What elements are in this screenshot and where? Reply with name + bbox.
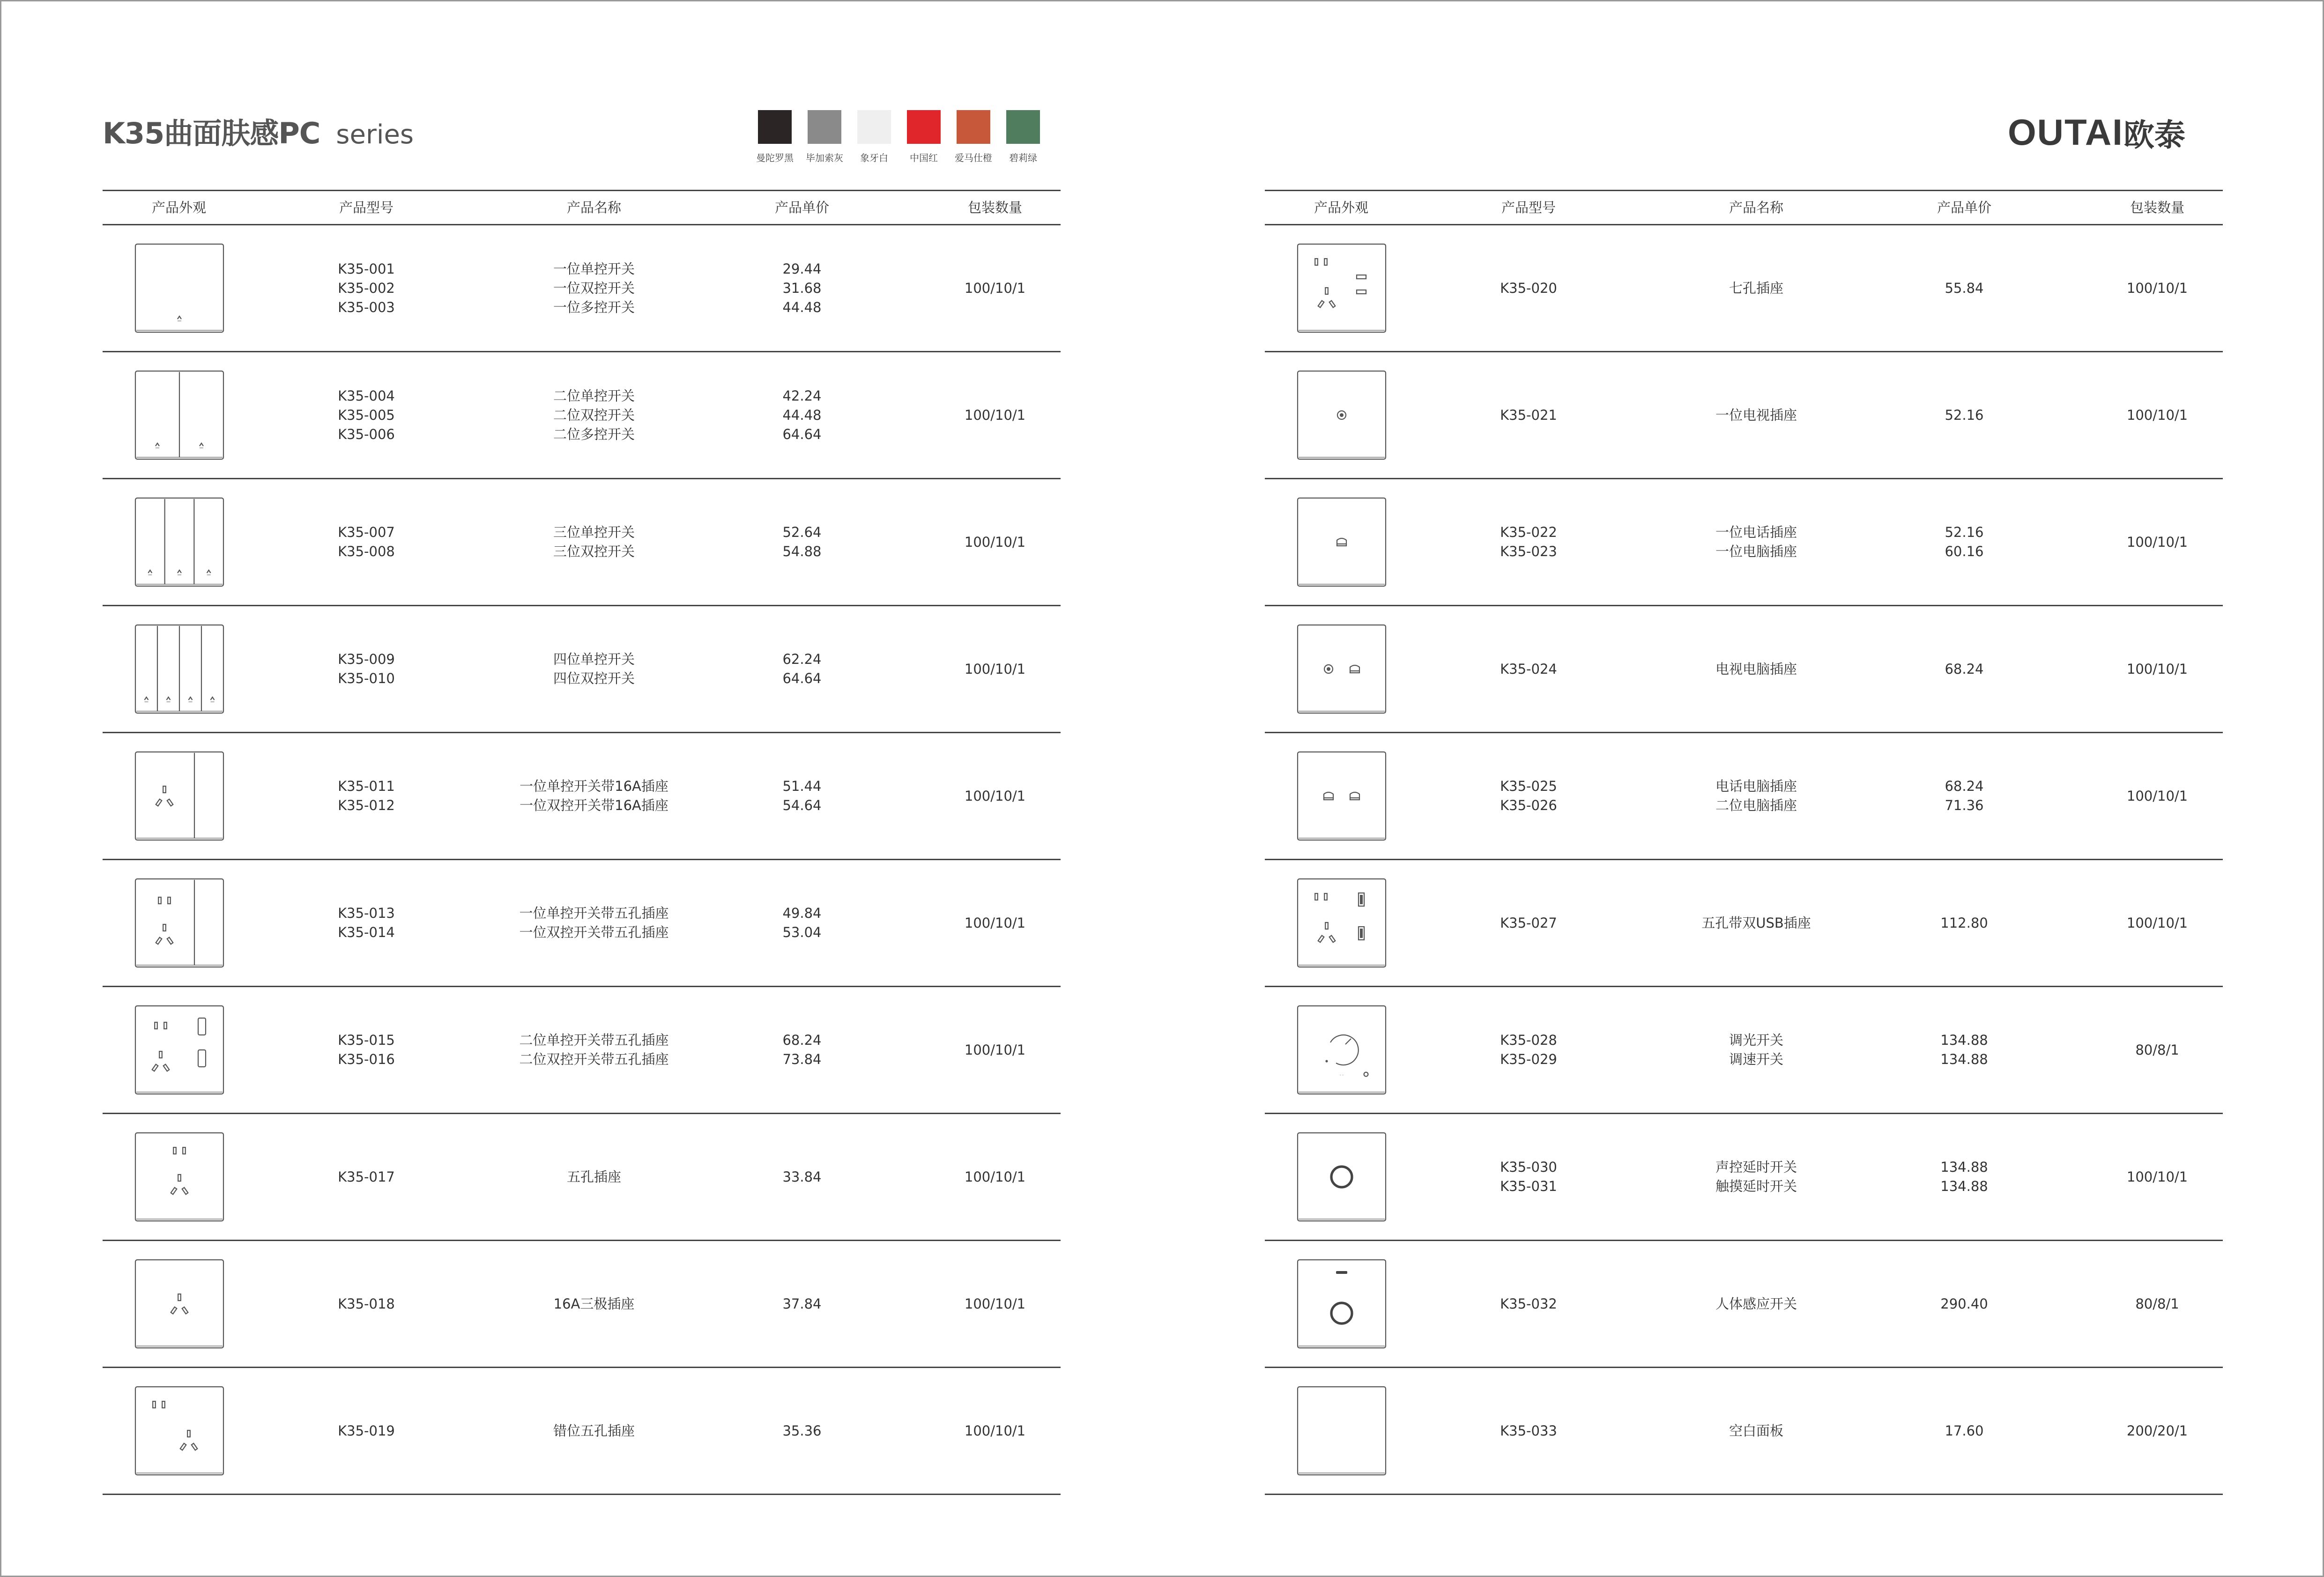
unit-price: 35.36	[782, 1422, 822, 1439]
pack-quantity: 80/8/1	[2135, 1295, 2179, 1312]
product-table-right	[1265, 190, 2223, 1495]
unit-price: 52.64	[782, 524, 822, 540]
color-chip	[907, 110, 941, 144]
color-name: 中国红	[910, 152, 938, 164]
col-appearance: 产品外观	[151, 200, 207, 216]
unit-price: 55.84	[1945, 280, 1984, 296]
product-row	[1265, 1368, 2223, 1495]
color-name: 象牙白	[860, 152, 888, 164]
model-number: K35-030	[1500, 1159, 1557, 1175]
product-row	[103, 733, 1061, 860]
product-row	[1265, 606, 2223, 733]
color-chip	[857, 110, 891, 144]
product-name-cell	[1715, 479, 1797, 605]
product-name: 二位双控开关带五孔插座	[519, 1051, 669, 1067]
product-name-cell	[520, 733, 668, 859]
product-row	[103, 1368, 1061, 1495]
pack-quantity: 100/10/1	[2126, 407, 2188, 423]
pack-quantity-cell	[965, 606, 1025, 732]
phone-data-socket-icon	[1297, 497, 1387, 587]
pack-quantity-cell	[965, 1368, 1025, 1494]
pack-quantity-cell	[2127, 352, 2188, 478]
unit-price-cell	[1945, 225, 1983, 351]
product-name-cell	[1715, 606, 1797, 732]
unit-price: 62.24	[782, 651, 822, 667]
product-name-cell	[553, 479, 635, 605]
unit-price: 17.60	[1945, 1422, 1984, 1439]
unit-price-cell	[782, 987, 821, 1113]
model-number: K35-008	[338, 543, 395, 559]
product-name: 一位双控开关	[553, 280, 635, 296]
product-name: 二位单控开关	[553, 387, 635, 404]
unit-price-cell	[782, 733, 821, 859]
dimmer-knob-icon	[1297, 1005, 1387, 1095]
unit-price: 134.88	[1940, 1051, 1988, 1067]
logo-latin: OUTAI	[2008, 111, 2124, 153]
pack-quantity-cell	[965, 987, 1025, 1113]
unit-price-cell	[1940, 987, 1988, 1113]
svg-text:- -: - -	[1339, 1073, 1344, 1077]
unit-price-cell	[782, 479, 821, 605]
model-number-cell	[338, 606, 395, 732]
model-number-cell	[338, 860, 395, 986]
model-number-cell	[338, 352, 395, 478]
pack-quantity: 100/10/1	[2126, 915, 2188, 931]
model-number: K35-004	[338, 387, 395, 404]
seven-hole-socket-icon	[1297, 243, 1387, 333]
unit-price: 134.88	[1940, 1178, 1988, 1194]
pack-quantity: 100/10/1	[2126, 534, 2188, 550]
pack-quantity: 80/8/1	[2135, 1041, 2179, 1058]
product-name: 一位单控开关	[553, 260, 635, 277]
color-chip	[1006, 110, 1040, 144]
unit-price: 53.04	[782, 924, 822, 940]
unit-price: 37.84	[782, 1295, 822, 1312]
model-number: K35-033	[1500, 1422, 1557, 1439]
product-name: 四位双控开关	[553, 670, 635, 686]
five-hole-dual-usb-socket-icon	[1297, 878, 1387, 968]
blank-panel-icon	[1297, 1386, 1387, 1476]
motion-sensor-switch-icon	[1297, 1259, 1387, 1349]
product-name: 电视电脑插座	[1715, 661, 1797, 677]
unit-price: 134.88	[1940, 1159, 1988, 1175]
pack-quantity-cell	[965, 352, 1025, 478]
unit-price-cell	[1945, 733, 1983, 859]
pack-quantity: 100/10/1	[964, 1041, 1026, 1058]
unit-price: 54.64	[782, 797, 822, 813]
model-number: K35-027	[1500, 915, 1557, 931]
offset-five-hole-socket-icon	[134, 1386, 224, 1476]
unit-price: 54.88	[782, 543, 822, 559]
col-quantity: 包装数量	[967, 200, 1023, 216]
product-name-cell	[553, 225, 635, 351]
switch-4-gang-icon	[134, 624, 224, 714]
color-swatch	[750, 110, 800, 164]
product-name: 调光开关	[1729, 1032, 1784, 1048]
model-number-cell	[1500, 479, 1557, 605]
product-name: 一位电话插座	[1715, 524, 1797, 540]
product-row	[103, 860, 1061, 987]
model-number: K35-012	[338, 797, 395, 813]
model-number-cell	[338, 987, 395, 1113]
color-name: 曼陀罗黑	[756, 152, 794, 164]
unit-price: 29.44	[782, 260, 822, 277]
col-appearance: 产品外观	[1314, 200, 1369, 216]
model-number-cell	[338, 1114, 395, 1240]
unit-price: 52.16	[1945, 407, 1984, 423]
pack-quantity-cell	[2127, 225, 2188, 351]
product-name: 三位双控开关	[553, 543, 635, 559]
product-name-cell	[553, 1368, 635, 1494]
model-number: K35-020	[1500, 280, 1557, 296]
model-number: K35-025	[1500, 778, 1557, 794]
pack-quantity: 100/10/1	[964, 1422, 1026, 1439]
pack-quantity-cell	[2127, 860, 2188, 986]
product-name: 一位多控开关	[553, 299, 635, 315]
product-name-cell	[567, 1114, 621, 1240]
model-number-cell	[1500, 606, 1557, 732]
model-number: K35-003	[338, 299, 395, 315]
unit-price: 44.48	[782, 299, 822, 315]
product-name: 一位双控开关带16A插座	[520, 797, 668, 813]
unit-price: 68.24	[782, 1032, 822, 1048]
model-number: K35-001	[338, 260, 395, 277]
product-name: 四位单控开关	[553, 651, 635, 667]
pack-quantity: 100/10/1	[964, 1295, 1026, 1312]
product-name-cell	[1729, 225, 1783, 351]
unit-price: 42.24	[782, 387, 822, 404]
model-number: K35-011	[338, 778, 395, 794]
unit-price: 31.68	[782, 280, 822, 296]
unit-price-cell	[1945, 1368, 1983, 1494]
model-number-cell	[338, 733, 395, 859]
switch-16a-socket-icon	[134, 751, 224, 841]
unit-price: 73.84	[782, 1051, 822, 1067]
unit-price: 71.36	[1945, 797, 1984, 813]
unit-price: 64.64	[782, 426, 822, 442]
pack-quantity-cell	[2127, 479, 2188, 605]
color-swatch	[849, 110, 899, 164]
color-name: 碧莉绿	[1009, 152, 1037, 164]
product-name: 二位双控开关	[553, 407, 635, 423]
model-number: K35-022	[1500, 524, 1557, 540]
product-name: 电话电脑插座	[1715, 778, 1797, 794]
product-name: 16A三极插座	[553, 1295, 635, 1312]
product-row	[1265, 225, 2223, 352]
unit-price: 68.24	[1945, 661, 1984, 677]
product-name-cell	[1715, 352, 1797, 478]
16a-three-pin-socket-icon	[134, 1259, 224, 1349]
product-name-cell	[519, 987, 668, 1113]
unit-price-cell	[1945, 479, 1983, 605]
pack-quantity-cell	[965, 1241, 1025, 1367]
product-row	[103, 606, 1061, 733]
model-number-cell	[1500, 1368, 1557, 1494]
tv-data-socket-icon	[1297, 624, 1387, 714]
product-name-cell	[554, 1241, 635, 1367]
unit-price-cell	[782, 225, 821, 351]
unit-price-cell	[1940, 1114, 1988, 1240]
product-name-cell	[1715, 733, 1797, 859]
model-number: K35-006	[338, 426, 395, 442]
product-name: 一位单控开关带16A插座	[520, 778, 668, 794]
unit-price: 60.16	[1945, 543, 1984, 559]
color-chip	[758, 110, 792, 144]
unit-price: 290.40	[1940, 1295, 1988, 1312]
product-row	[1265, 733, 2223, 860]
unit-price-cell	[782, 860, 821, 986]
product-row	[1265, 1114, 2223, 1241]
product-name: 一位电视插座	[1715, 407, 1797, 423]
col-name: 产品名称	[566, 200, 622, 216]
five-hole-socket-icon	[134, 1132, 224, 1222]
product-name: 七孔插座	[1729, 280, 1784, 296]
model-number-cell	[1500, 860, 1557, 986]
pack-quantity-cell	[965, 860, 1025, 986]
product-name: 二位多控开关	[553, 426, 635, 442]
product-name-cell	[1715, 1114, 1797, 1240]
model-number: K35-031	[1500, 1178, 1557, 1194]
model-number: K35-015	[338, 1032, 395, 1048]
unit-price-cell	[1945, 606, 1983, 732]
product-row	[1265, 987, 2223, 1114]
pack-quantity: 200/20/1	[2126, 1422, 2188, 1439]
product-row	[103, 987, 1061, 1114]
color-swatch	[998, 110, 1048, 164]
pack-quantity-cell	[2135, 1241, 2179, 1367]
product-row	[1265, 352, 2223, 479]
model-number-cell	[338, 1241, 395, 1367]
product-name: 触摸延时开关	[1715, 1178, 1797, 1194]
model-number-cell	[1500, 733, 1557, 859]
color-swatches	[750, 110, 1048, 164]
color-swatch	[949, 110, 998, 164]
product-row	[103, 352, 1061, 479]
pack-quantity: 100/10/1	[2126, 1168, 2188, 1185]
model-number: K35-002	[338, 280, 395, 296]
pack-quantity: 100/10/1	[2126, 661, 2188, 677]
model-number: K35-018	[338, 1295, 395, 1312]
color-swatch	[800, 110, 849, 164]
table-header	[103, 190, 1061, 225]
pack-quantity: 100/10/1	[2126, 788, 2188, 804]
double-data-socket-icon	[1297, 751, 1387, 841]
product-table-left	[103, 190, 1061, 1495]
product-name: 五孔带双USB插座	[1701, 915, 1811, 931]
model-number: K35-009	[338, 651, 395, 667]
col-name: 产品名称	[1729, 200, 1784, 216]
model-number-cell	[338, 479, 395, 605]
model-number-cell	[338, 225, 395, 351]
product-name-cell	[519, 860, 668, 986]
product-name-cell	[553, 606, 635, 732]
model-number-cell	[1500, 225, 1557, 351]
unit-price: 64.64	[782, 670, 822, 686]
product-name: 人体感应开关	[1715, 1295, 1797, 1312]
product-row	[1265, 860, 2223, 987]
pack-quantity-cell	[965, 1114, 1025, 1240]
product-name-cell	[1701, 860, 1811, 986]
model-number-cell	[1500, 352, 1557, 478]
product-name: 错位五孔插座	[553, 1422, 635, 1439]
model-number: K35-026	[1500, 797, 1557, 813]
pack-quantity-cell	[2127, 1114, 2188, 1240]
switch-1-gang-icon	[134, 243, 224, 333]
pack-quantity-cell	[2127, 606, 2188, 732]
pack-quantity-cell	[965, 479, 1025, 605]
model-number: K35-016	[338, 1051, 395, 1067]
product-name: 三位单控开关	[553, 524, 635, 540]
model-number: K35-028	[1500, 1032, 1557, 1048]
pack-quantity-cell	[965, 225, 1025, 351]
model-number-cell	[1500, 1241, 1557, 1367]
product-name: 空白面板	[1729, 1422, 1784, 1439]
color-name: 爱马仕橙	[955, 152, 992, 164]
model-number: K35-029	[1500, 1051, 1557, 1067]
col-model: 产品型号	[339, 200, 394, 216]
product-row	[1265, 1241, 2223, 1368]
model-number: K35-010	[338, 670, 395, 686]
product-row	[103, 225, 1061, 352]
model-number: K35-005	[338, 407, 395, 423]
series-title: K35曲面肤感PC	[103, 116, 320, 150]
unit-price-cell	[782, 606, 821, 732]
unit-price-cell	[782, 1114, 821, 1240]
product-name: 一位单控开关带五孔插座	[519, 905, 669, 921]
catalog-title	[103, 110, 414, 152]
model-number: K35-032	[1500, 1295, 1557, 1312]
switch-2-gang-icon	[134, 370, 224, 460]
unit-price: 52.16	[1945, 524, 1984, 540]
pack-quantity: 100/10/1	[964, 788, 1026, 804]
unit-price: 49.84	[782, 905, 822, 921]
color-chip	[808, 110, 841, 144]
model-number: K35-013	[338, 905, 395, 921]
double-switch-five-hole-socket-icon	[134, 1005, 224, 1095]
pack-quantity: 100/10/1	[964, 534, 1026, 550]
product-name-cell	[1715, 1241, 1797, 1367]
product-name-cell	[1729, 987, 1783, 1113]
color-chip	[957, 110, 990, 144]
pack-quantity: 100/10/1	[964, 1168, 1026, 1185]
product-row	[103, 1114, 1061, 1241]
unit-price: 68.24	[1945, 778, 1984, 794]
unit-price-cell	[1940, 1241, 1988, 1367]
model-number: K35-024	[1500, 661, 1557, 677]
pack-quantity-cell	[2127, 1368, 2188, 1494]
product-row	[1265, 479, 2223, 606]
unit-price: 51.44	[782, 778, 822, 794]
unit-price-cell	[782, 1368, 821, 1494]
switch-five-hole-socket-icon	[134, 878, 224, 968]
pack-quantity: 100/10/1	[964, 407, 1026, 423]
model-number: K35-021	[1500, 407, 1557, 423]
product-name-cell	[553, 352, 635, 478]
unit-price-cell	[1945, 352, 1983, 478]
product-name: 二位单控开关带五孔插座	[519, 1032, 669, 1048]
product-name: 二位电脑插座	[1715, 797, 1797, 813]
model-number: K35-019	[338, 1422, 395, 1439]
pack-quantity: 100/10/1	[964, 280, 1026, 296]
delay-switch-ring-icon	[1297, 1132, 1387, 1222]
product-row	[103, 479, 1061, 606]
tv-socket-icon	[1297, 370, 1387, 460]
color-name: 毕加索灰	[806, 152, 843, 164]
product-name: 声控延时开关	[1715, 1159, 1797, 1175]
pack-quantity-cell	[2127, 733, 2188, 859]
col-price: 产品单价	[774, 200, 830, 216]
model-number-cell	[1500, 987, 1557, 1113]
unit-price-cell	[782, 352, 821, 478]
product-name: 五孔插座	[566, 1168, 622, 1185]
pack-quantity: 100/10/1	[2126, 280, 2188, 296]
product-name: 一位双控开关带五孔插座	[519, 924, 669, 940]
model-number: K35-007	[338, 524, 395, 540]
pack-quantity: 100/10/1	[964, 661, 1026, 677]
unit-price: 33.84	[782, 1168, 822, 1185]
unit-price: 44.48	[782, 407, 822, 423]
unit-price: 112.80	[1940, 915, 1988, 931]
col-quantity: 包装数量	[2130, 200, 2185, 216]
pack-quantity-cell	[965, 733, 1025, 859]
col-model: 产品型号	[1501, 200, 1556, 216]
switch-3-gang-icon	[134, 497, 224, 587]
col-price: 产品单价	[1937, 200, 1992, 216]
product-name: 调速开关	[1729, 1051, 1784, 1067]
product-name-cell	[1729, 1368, 1783, 1494]
model-number: K35-017	[338, 1168, 395, 1185]
product-row	[103, 1241, 1061, 1368]
logo-cjk: 欧泰	[2123, 117, 2185, 153]
pack-quantity-cell	[2135, 987, 2179, 1113]
color-swatch	[899, 110, 949, 164]
unit-price-cell	[1940, 860, 1988, 986]
table-header	[1265, 190, 2223, 225]
unit-price: 134.88	[1940, 1032, 1988, 1048]
brand-logo	[2008, 111, 2185, 153]
model-number: K35-023	[1500, 543, 1557, 559]
pack-quantity: 100/10/1	[964, 915, 1026, 931]
model-number-cell	[1500, 1114, 1557, 1240]
series-subtitle: series	[336, 119, 414, 150]
product-name: 一位电脑插座	[1715, 543, 1797, 559]
model-number: K35-014	[338, 924, 395, 940]
unit-price-cell	[782, 1241, 821, 1367]
model-number-cell	[338, 1368, 395, 1494]
